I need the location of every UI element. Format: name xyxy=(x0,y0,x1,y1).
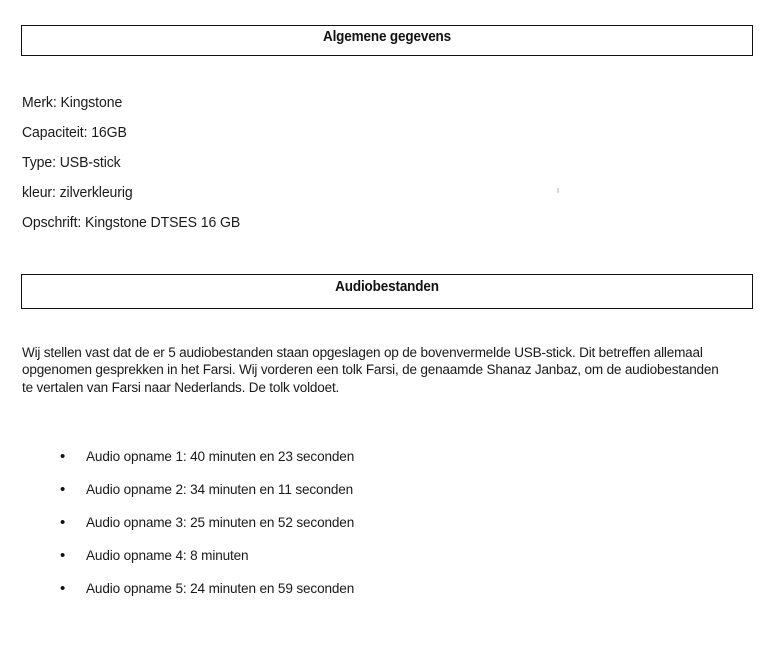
bullet-point-icon: • xyxy=(60,547,66,564)
property-line-opschrift: Opschrift: Kingstone DTSES 16 GB xyxy=(22,215,241,231)
list-item-label: Audio opname 1: 40 minuten en 23 seconden xyxy=(86,448,355,464)
scan-artifact-speck xyxy=(557,188,559,193)
property-line-kleur: kleur: zilverkleurig xyxy=(22,185,133,201)
property-line-capaciteit: Capaciteit: 16GB xyxy=(22,125,127,141)
bullet-point-icon: • xyxy=(60,514,66,531)
list-item-label: Audio opname 5: 24 minuten en 59 seconden xyxy=(86,580,355,596)
list-item xyxy=(0,539,500,572)
property-line-type: Type: USB-stick xyxy=(22,155,121,171)
audiobestanden-paragraph: Wij stellen vast dat de er 5 audiobestanden staan opgeslagen op de bovenvermelde USB-stick. Dit betreffen allemaal opgenomen gesprekken in het Farsi. Wij vorderen een tolk Farsi, de genaamde Shanaz Janbaz, om de audiobestanden te vertalen van Farsi naar Nederlands. De tolk voldoet. xyxy=(22,345,719,396)
list-item xyxy=(0,506,500,539)
list-item xyxy=(0,440,500,473)
section-header-box-algemene-gegevens xyxy=(21,25,753,56)
list-item xyxy=(0,473,500,506)
list-item-label: Audio opname 4: 8 minuten xyxy=(86,547,249,563)
property-line-merk: Merk: Kingstone xyxy=(22,95,123,111)
device-properties-list xyxy=(22,88,522,238)
bullet-point-icon: • xyxy=(60,448,66,465)
list-item-label: Audio opname 3: 25 minuten en 52 seconden xyxy=(86,514,355,530)
bullet-point-icon: • xyxy=(60,481,66,498)
bullet-point-icon: • xyxy=(60,580,66,597)
audio-recordings-list xyxy=(0,440,500,605)
list-item xyxy=(0,572,500,605)
list-item-label: Audio opname 2: 34 minuten en 11 seconden xyxy=(86,481,354,497)
section-heading-algemene-gegevens: Algemene gegevens xyxy=(322,29,452,45)
section-heading-audiobestanden: Audiobestanden xyxy=(335,279,439,295)
section-header-box-audiobestanden xyxy=(21,274,753,309)
